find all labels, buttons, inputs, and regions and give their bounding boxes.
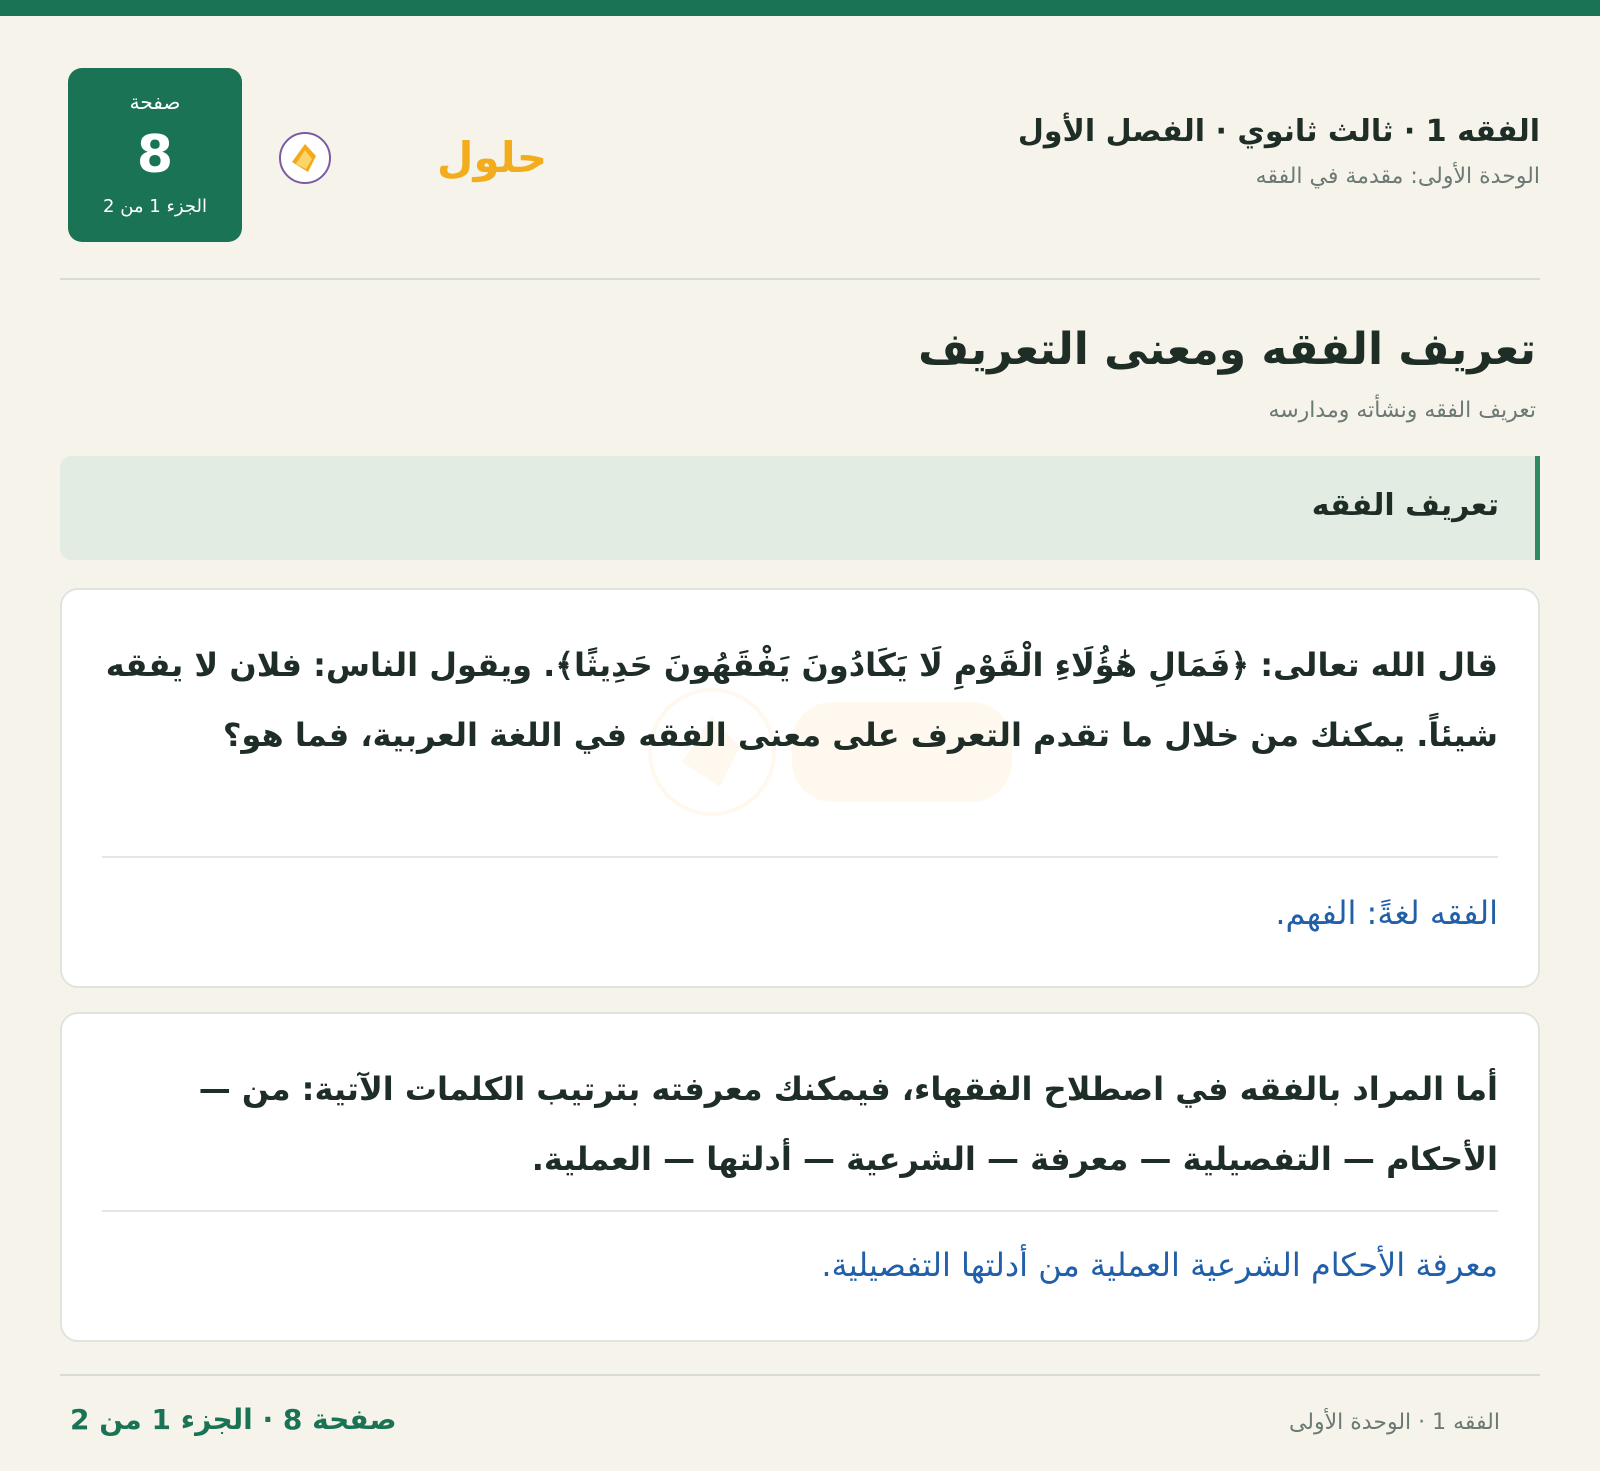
section-title: تعريف الفقه: [1311, 488, 1499, 523]
footer-divider: [60, 1374, 1540, 1376]
card-answer: الفقه لغةً: الفهم.: [1275, 894, 1498, 932]
header-divider: [60, 278, 1540, 280]
footer-page-info: صفحة 8 · الجزء 1 من 2: [70, 1403, 397, 1436]
course-title: الفقه 1 · ثالث ثانوي · الفصل الأول: [1017, 114, 1540, 149]
top-accent-bar: [0, 0, 1600, 16]
page-header: [60, 68, 1540, 246]
lesson-subtitle: تعريف الفقه ونشأته ومدارسه: [1268, 398, 1536, 423]
unit-title: الوحدة الأولى: مقدمة في الفقه: [1255, 164, 1540, 189]
lesson-title: تعريف الفقه ومعنى التعريف: [918, 324, 1536, 375]
badge-label: صفحة: [129, 90, 181, 114]
card-separator: [102, 856, 1498, 858]
page-number-badge: [68, 68, 242, 242]
hulul-logo: [272, 126, 548, 190]
card-separator: [102, 1210, 1498, 1212]
section-banner: [60, 456, 1540, 560]
header-text: [1018, 112, 1540, 192]
footer-course-info: الفقه 1 · الوحدة الأولى: [1288, 1410, 1500, 1435]
card-answer: معرفة الأحكام الشرعية العملية من أدلتها التفصيلية.: [821, 1246, 1498, 1284]
question-card: [60, 1012, 1540, 1342]
card-question: أما المراد بالفقه في اصطلاح الفقهاء، فيمكنك معرفته بترتيب الكلمات الآتية: من — الأحكام — التفصيلية — معرفة — الشرعية — أدلتها — العملية.: [198, 1070, 1498, 1178]
logo-text: حلول: [437, 133, 548, 182]
question-card: [60, 588, 1540, 988]
card-question: قال الله تعالى: ﴿فَمَالِ هَٰؤُلَاءِ الْقَوْمِ لَا يَكَادُونَ يَفْقَهُونَ حَدِيثًا﴾. ويقول الناس: فلان لا يفقه شيئاً. يمكنك من خلال ما تقدم التعرف على معنى الفقه في اللغة العربية، فما هو؟: [105, 646, 1498, 754]
badge-part: الجزء 1 من 2: [103, 196, 207, 217]
badge-page-number: 8: [136, 125, 174, 185]
